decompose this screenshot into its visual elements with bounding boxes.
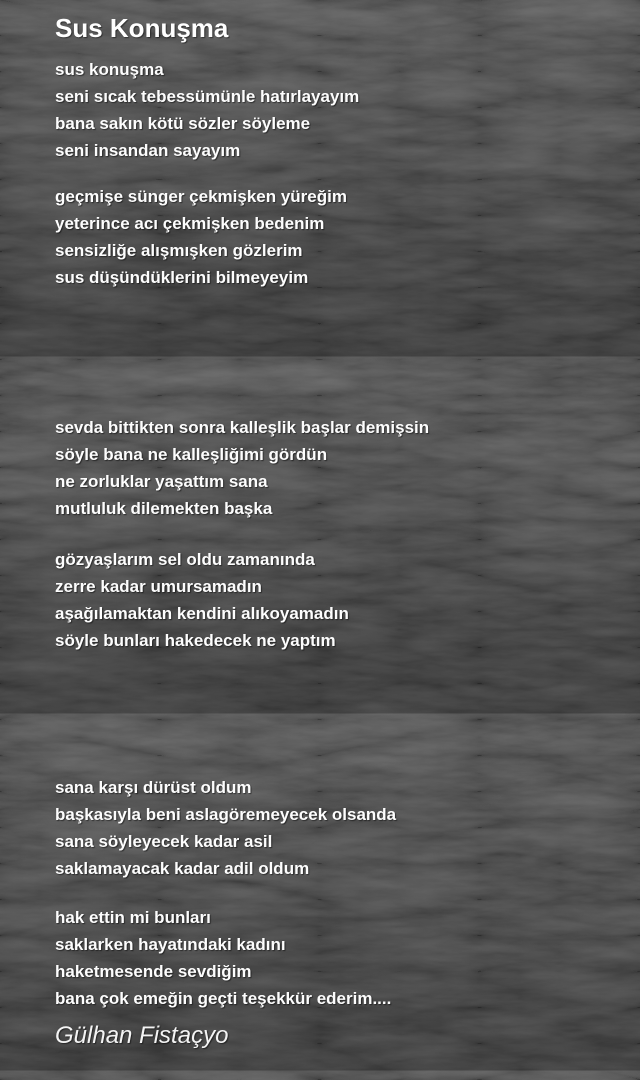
poem-content — [0, 12, 640, 1051]
poem-line: aşağılamaktan kendini alıkoyamadın — [55, 604, 349, 623]
poem-line: gözyaşlarım sel oldu zamanında — [55, 550, 315, 569]
poem-line: sevda bittikten sonra kalleşlik başlar demişsin — [55, 418, 430, 437]
poem-line: başkasıyla beni aslagöremeyecek olsanda — [55, 805, 397, 824]
poem-line: sana karşı dürüst oldum — [55, 778, 252, 797]
author-name: Gülhan Fistaçyo — [55, 1022, 229, 1049]
poem-line: geçmişe sünger çekmişken yüreğim — [55, 187, 347, 206]
poem-line: bana çok emeğin geçti teşekkür ederim.... — [55, 989, 392, 1008]
poem-title: Sus Konuşma — [55, 13, 229, 43]
stanza-3 — [55, 414, 610, 522]
poem-line: sana söyleyecek kadar asil — [55, 832, 273, 851]
poem-line: seni insandan sayayım — [55, 141, 241, 160]
poem-line: ne zorluklar yaşattım sana — [55, 472, 268, 491]
stanza-6 — [55, 904, 610, 1012]
poem-line: sus düşündüklerini bilmeyeyim — [55, 268, 309, 287]
poem-line: haketmesende sevdiğim — [55, 962, 252, 981]
poem-line: zerre kadar umursamadın — [55, 577, 262, 596]
poem-line: saklarken hayatındaki kadını — [55, 935, 286, 954]
poem-line: mutluluk dilemekten başka — [55, 499, 273, 518]
poem-line: söyle bunları hakedecek ne yaptım — [55, 631, 336, 650]
poem-line: yeterince acı çekmişken bedenim — [55, 214, 325, 233]
poem-line: bana sakın kötü sözler söyleme — [55, 114, 311, 133]
stanza-5 — [55, 774, 610, 882]
poem-line: saklamayacak kadar adil oldum — [55, 859, 310, 878]
stanza-2 — [55, 183, 610, 291]
poem-line: sus konuşma — [55, 60, 164, 79]
stanza-1 — [55, 56, 610, 164]
poem-line: sensizliğe alışmışken gözlerim — [55, 241, 303, 260]
poem-line: söyle bana ne kalleşliğimi gördün — [55, 445, 328, 464]
poem-line: hak ettin mi bunları — [55, 908, 211, 927]
stanza-4 — [55, 546, 610, 654]
poem-line: seni sıcak tebessümünle hatırlayayım — [55, 87, 360, 106]
